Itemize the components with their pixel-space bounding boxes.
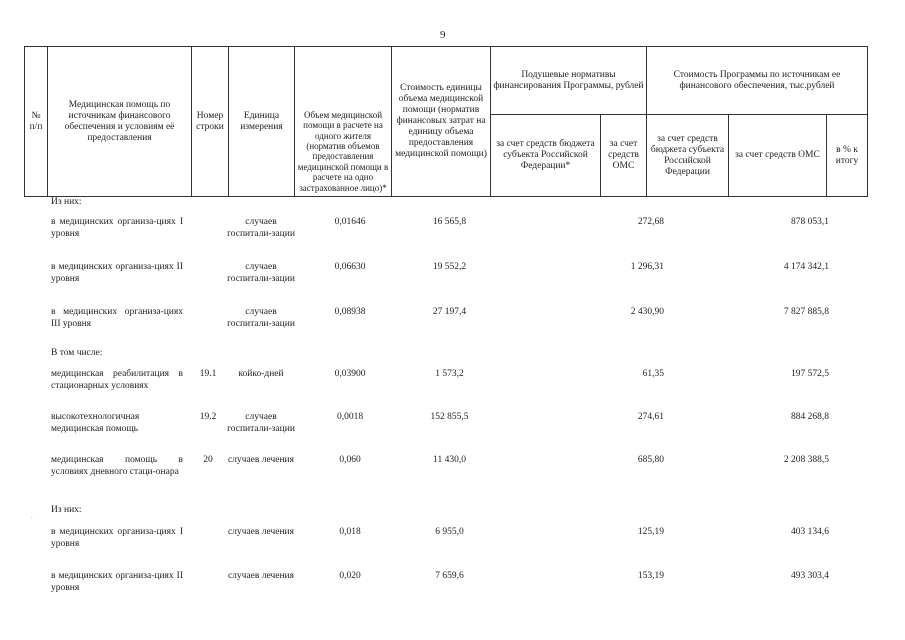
row-description: медицинская реабилитация в стационарных условиях (51, 369, 183, 391)
row-volume: 0,01646 (334, 217, 366, 227)
row-unit: случаев госпитали-зации (227, 217, 295, 239)
table-header (24, 46, 868, 197)
row-percap-oms: 61,35 (642, 369, 664, 379)
row-prog-oms: 403 134,6 (791, 527, 829, 537)
row-unit-cost: 27 197,4 (432, 307, 467, 317)
row-volume: 0,020 (339, 571, 361, 581)
scan-mark: . (31, 512, 33, 520)
row-volume: 0,08938 (334, 307, 366, 317)
header-description: Медицинская помощь по источникам финансового обеспечения и условиям её предоставления (48, 47, 192, 197)
row-description: в медицинских организа-циях II уровня (51, 571, 183, 593)
row-volume: 0,03900 (334, 369, 366, 379)
page-number: 9 (440, 29, 446, 41)
row-description: в медицинских организа-циях II уровня (51, 262, 183, 284)
row-number: 19.2 (199, 412, 217, 422)
row-prog-oms: 4 174 342,1 (783, 262, 829, 272)
header-volume: Объем медицинской помощи в расчете на одного жителя (норматив объемов предоставления медицинской помощи в расчете на одно застрахованное лицо)* (295, 47, 392, 197)
row-volume: 0,0018 (336, 412, 364, 422)
row-unit-cost: 152 855,5 (430, 412, 469, 422)
row-prog-oms: 493 303,4 (791, 571, 829, 581)
header-no: № п/п (25, 47, 48, 197)
header-program-cost: Стоимость Программы по источникам ее финансового обеспечения, тыс.рублей (647, 47, 868, 115)
row-percap-oms: 272,68 (637, 217, 664, 227)
header-percap-oms: за счет средств ОМС (601, 115, 647, 197)
row-unit: случаев лечения (227, 571, 295, 581)
row-unit: случаев госпитали-зации (227, 262, 295, 284)
row-unit-cost: 7 659,6 (435, 571, 464, 581)
row-unit-cost: 19 552,2 (432, 262, 467, 272)
header-percap-budget: за счет средств бюджета субъекта Российской Федерации* (491, 115, 601, 197)
row-prog-oms: 878 053,1 (791, 217, 829, 227)
row-percap-oms: 125,19 (637, 527, 664, 537)
row-description: в медицинских организа-циях I уровня (51, 217, 183, 239)
row-prog-oms: 2 208 388,5 (783, 455, 829, 465)
row-unit-cost: 16 565,8 (432, 217, 467, 227)
row-prog-oms: 884 268,8 (791, 412, 829, 422)
row-percap-oms: 2 430,90 (630, 307, 664, 317)
row-unit: случаев лечения (227, 455, 295, 465)
row-percap-oms: 685,80 (637, 455, 664, 465)
row-description: медицинская помощь в условиях дневного стаци-онара (51, 455, 183, 477)
row-number: 20 (203, 455, 213, 465)
header-prog-percent: в % к итогу (827, 115, 868, 197)
row-description: высокотехнологичная медицинская помощь (51, 412, 140, 434)
row-unit: случаев госпитали-зации (227, 307, 295, 329)
row-volume: 0,06630 (334, 262, 366, 272)
header-prog-oms: за счет средств ОМС (729, 115, 827, 197)
header-unit: Единица измерения (229, 47, 295, 197)
row-prog-oms: 7 827 885,8 (783, 307, 829, 317)
row-description: в медицинских организа-циях I уровня (51, 527, 183, 549)
header-unit-cost: Стоимость единицы объема медицинской помощи (норматив финансовых затрат на единицу объема предоставления медицинской помощи) (392, 47, 491, 197)
row-percap-oms: 153,19 (637, 571, 664, 581)
row-unit-cost: 11 430,0 (433, 455, 466, 465)
header-row-number: Номер строки (192, 47, 229, 197)
row-unit: случаев лечения (227, 527, 295, 537)
row-volume: 0,018 (339, 527, 361, 537)
row-unit-cost: 6 955,0 (435, 527, 464, 537)
row-unit-cost: 1 573,2 (435, 369, 464, 379)
row-prog-oms: 197 572,5 (791, 369, 829, 379)
row-percap-oms: 1 296,31 (630, 262, 664, 272)
header-per-capita: Подушевые нормативы финансирования Программы, рублей (491, 47, 647, 115)
row-unit: случаев госпитали-зации (227, 412, 295, 434)
row-volume: 0,060 (339, 455, 361, 465)
row-unit: койко-дней (238, 369, 284, 379)
header-prog-budget: за счет средств бюджета субъекта Российской Федерации (647, 115, 729, 197)
row-description: в медицинских организа-циях III уровня (51, 307, 183, 329)
row-number: 19.1 (199, 369, 217, 379)
row-percap-oms: 274,61 (637, 412, 664, 422)
